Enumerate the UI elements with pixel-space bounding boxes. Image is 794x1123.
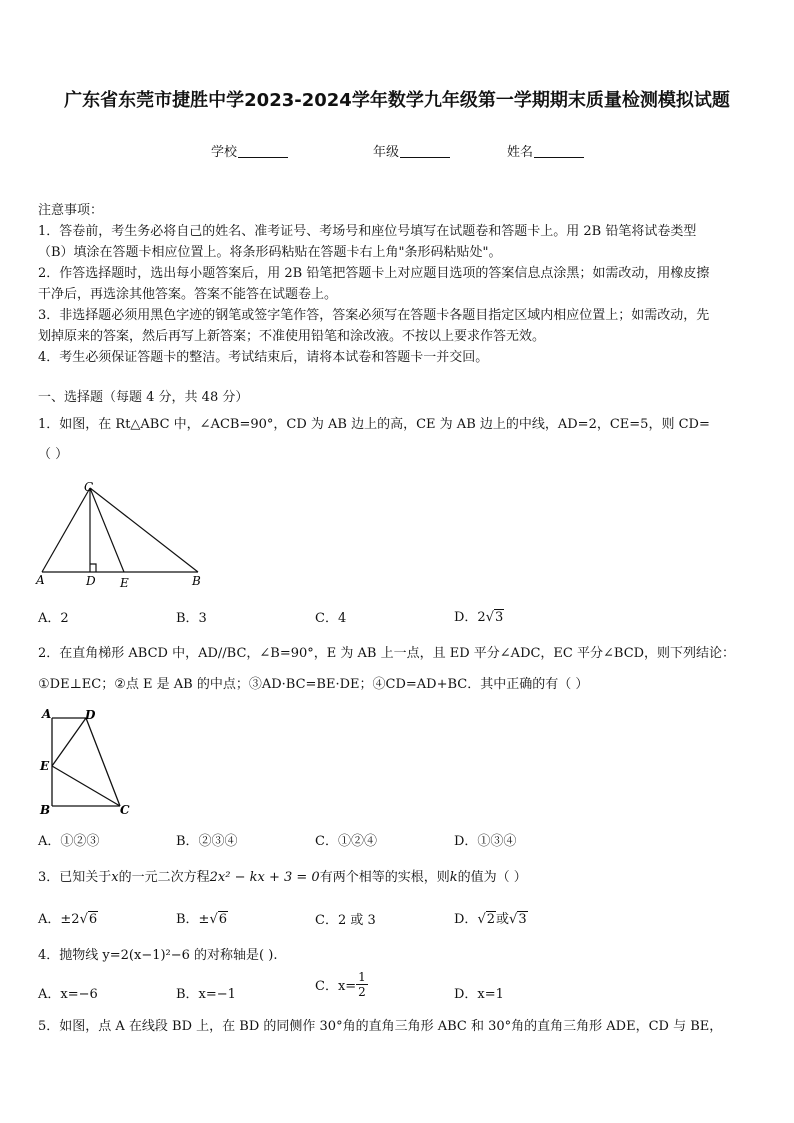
q1-line-ac [42, 488, 90, 572]
q1-option-a[interactable]: A．2 [38, 611, 69, 626]
q3-stem-b: 的一元二次方程 [118, 870, 210, 885]
q2-line-ed [52, 718, 86, 766]
q3-option-b-prefix: B．± [176, 912, 210, 927]
q3-stem-a: 3．已知关于 [38, 870, 112, 885]
q1-label-d: D [86, 574, 96, 588]
sqrt-icon: √ [485, 610, 494, 625]
q2-label-e: E [40, 759, 50, 773]
q3-var-x: x [111, 870, 119, 885]
q3-stem [38, 867, 527, 888]
q3-option-d-rad-2: 3 [518, 912, 527, 927]
q2-option-c[interactable]: C．①②④ [315, 834, 377, 849]
school-blank[interactable] [238, 145, 288, 158]
q4-option-a[interactable]: A．x=−6 [38, 987, 98, 1002]
q2-label-b: B [40, 803, 51, 817]
page-title: 广东省东莞市捷胜中学2023-2024学年数学九年级第一学期期末质量检测模拟试题 [64, 90, 730, 111]
q3-option-c[interactable]: C．2 或 3 [315, 913, 376, 928]
q3-option-a[interactable] [38, 908, 98, 927]
grade-label: 年级 [373, 145, 400, 160]
q1-label-a: A [36, 573, 45, 587]
q3-option-b-radicand: 6 [218, 912, 228, 927]
grade-blank[interactable] [400, 145, 450, 158]
q1-option-d-radicand: 3 [495, 610, 504, 625]
q3-equation: 2x² − kx + 3 = 0 [209, 870, 320, 885]
q2-option-a[interactable]: A．①②③ [38, 834, 100, 849]
sqrt-icon: √ [509, 912, 518, 927]
notice-item-3-line-1: 3．非选择题必须用黑色字迹的钢笔或签字笔作答，答案必须写在答题卡各题目指定区域内相应位置上；如需改动，先 [38, 308, 710, 323]
q3-var-k: k [449, 870, 458, 885]
q4-option-c[interactable] [315, 970, 368, 999]
q1-option-d-prefix: D．2 [454, 610, 486, 625]
q4-option-b[interactable]: B．x=−1 [176, 987, 236, 1002]
q3-stem-c: 有两个相等的实根，则 [319, 870, 450, 885]
q4-option-c-numerator: 1 [358, 970, 366, 984]
q2-label-c: C [120, 803, 130, 817]
q3-stem-d: 的值为（ ） [457, 870, 527, 885]
q1-option-b[interactable]: B．3 [176, 611, 207, 626]
q2-option-d[interactable]: D．①③④ [454, 834, 517, 849]
q5-stem: 5．如图，点 A 在线段 BD 上，在 BD 的同侧作 30°角的直角三角形 ABC 和 30°角的直角三角形 ADE，CD 与 BE， [38, 1019, 723, 1034]
q3-option-d[interactable] [454, 908, 528, 927]
sqrt-icon: √ [209, 912, 218, 927]
q2-label-a: A [42, 707, 52, 721]
school-label: 学校 [211, 145, 238, 160]
q3-option-a-radicand: 6 [88, 912, 98, 927]
notice-item-2-line-2: 干净后，再选涂其他答案。答案不能答在试题卷上。 [38, 287, 338, 302]
q4-option-c-prefix: C．x= [315, 979, 357, 994]
q1-label-b: B [192, 574, 201, 588]
q4-option-c-denominator: 2 [358, 985, 366, 999]
q1-option-d[interactable] [454, 606, 504, 625]
notice-item-1-line-1: 1．答卷前，考生务必将自己的姓名、准考证号、考场号和座位号填写在试题卷和答题卡上。用 2B 铅笔将试卷类型 [38, 224, 697, 239]
sqrt-icon: √ [477, 912, 486, 927]
notice-item-3-line-2: 划掉原来的答案，然后再写上新答案；不准使用铅笔和涂改液。不按以上要求作答无效。 [38, 329, 546, 344]
q2-figure [38, 706, 138, 818]
q3-option-a-prefix: A．±2 [38, 912, 80, 927]
school-field[interactable] [211, 141, 288, 160]
q1-label-c: C [84, 480, 94, 494]
notice-item-2-line-1: 2．作答选择题时，选出每小题答案后，用 2B 铅笔把答题卡上对应题目选项的答案信息点涂黑；如需改动，用橡皮擦 [38, 266, 710, 281]
q1-stem: 1．如图，在 Rt△ABC 中，∠ACB=90°，CD 为 AB 边上的高，CE 为 AB 边上的中线，AD=2，CE=5，则 CD= [38, 417, 710, 432]
q2-label-d: D [85, 708, 96, 722]
q3-option-d-mid: 或 [496, 912, 510, 927]
q1-figure [36, 480, 206, 590]
q2-option-b[interactable]: B．②③④ [176, 834, 238, 849]
q3-option-b[interactable] [176, 908, 228, 927]
q1-line-cb [90, 488, 198, 572]
q2-stem: 2．在直角梯形 ABCD 中，AD//BC，∠B=90°，E 为 AB 上一点，且 ED 平分∠ADC，EC 平分∠BCD，则下列结论： [38, 646, 736, 661]
q4-option-d[interactable]: D．x=1 [454, 987, 504, 1002]
q3-option-d-prefix: D． [454, 912, 478, 927]
grade-field[interactable] [373, 141, 450, 160]
section-heading: 一、选择题（每题 4 分，共 48 分） [38, 390, 249, 405]
notice-item-1-line-2: （B）填涂在答题卡相应位置上。将条形码粘贴在答题卡右上角"条形码粘贴处"。 [38, 245, 502, 260]
q4-stem: 4．抛物线 y=2(x−1)²−6 的对称轴是( ). [38, 948, 278, 963]
q2-line-dc [86, 718, 120, 806]
name-field[interactable] [507, 141, 584, 160]
notice-item-4: 4．考生必须保证答题卡的整洁。考试结束后，请将本试卷和答题卡一并交回。 [38, 350, 489, 365]
q4-option-c-fraction [356, 970, 368, 999]
q2-stem-2: ①DE⊥EC；②点 E 是 AB 的中点；③AD·BC=BE·DE；④CD=AD+BC．其中正确的有（ ） [38, 677, 589, 692]
q1-right-angle-mark [90, 564, 96, 572]
q1-option-c[interactable]: C．4 [315, 611, 347, 626]
q1-label-e: E [120, 576, 129, 590]
q3-option-d-rad-1: 2 [486, 912, 496, 927]
name-label: 姓名 [507, 145, 534, 160]
notice-heading: 注意事项： [38, 203, 104, 218]
name-blank[interactable] [534, 145, 584, 158]
q2-line-ec [52, 766, 120, 806]
sqrt-icon: √ [79, 912, 88, 927]
q1-paren: （ ） [38, 447, 69, 462]
